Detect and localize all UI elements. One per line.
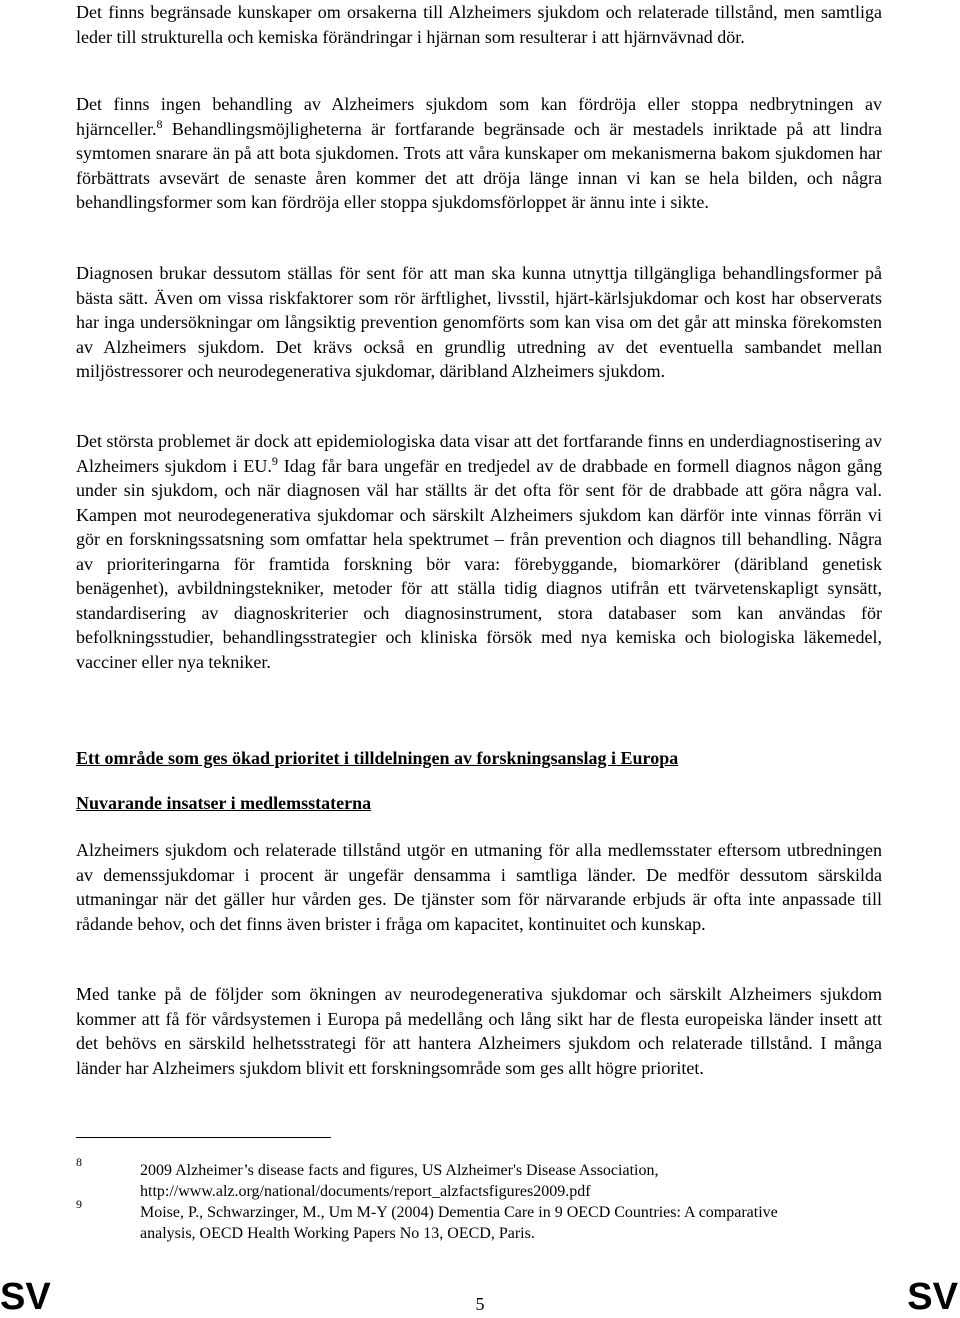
paragraph: Det finns begränsade kunskaper om orsakerna till Alzheimers sjukdom och relaterade tillstånd, men samtliga leder till strukturella och kemiska förändringar i hjärnan som resulterar i att hjärnvävnad dör. [76,2,882,47]
language-code-right: SV [907,1276,958,1318]
footnote-ref[interactable]: 8 [156,116,163,131]
footnote-number: 9 [76,1197,82,1211]
paragraph: Med tanke på de följder som ökningen av neurodegenerativa sjukdomar och särskilt Alzheimers sjukdom kommer att få för vårdsystemen i Europa på medellång och lång sikt har de flesta europeiska länder insett att det behövs en särskild helhetsstrategi för att hantera Alzheimers sjukdom och relaterade tillstånd. I många länder har Alzheimers sjukdom blivit ett forskningsområde som ges allt högre prioritet. [76,984,882,1078]
footnote-number: 8 [76,1155,82,1169]
section-heading: Ett område som ges ökad prioritet i tilldelningen av forskningsanslag i Europa [76,748,679,768]
footnote-separator [76,1137,331,1138]
subsection-heading: Nuvarande insatser i medlemsstaterna [76,793,372,813]
paragraph: Alzheimers sjukdom och relaterade tillstånd utgör en utmaning för alla medlemsstater eftersom utbredningen av demenssjukdomar i procent är ungefär densamma i samtliga länder. De medför dessutom särskilda utmaningar när det gäller hur vården ges. De tjänster som för närvarande erbjuds är ofta inte anpassade till rådande behov, och det finns även brister i fråga om kapacitet, kontinuitet och kunskap. [76,840,882,934]
paragraph: Diagnosen brukar dessutom ställas för sent för att man ska kunna utnyttja tillgängliga behandlingsformer på bästa sätt. Även om vissa riskfaktorer som rör ärftlighet, livsstil, hjärt-kärlsjukdomar och kost har observerats har inga undersökningar om långsiktig prevention genomförts som kan visa om det går att minska förekomsten av Alzheimers sjukdom. Det krävs också en grundlig utredning av det eventuella sambandet mellan miljöstressorer och neurodegenerativa sjukdomar, däribland Alzheimers sjukdom. [76,263,882,381]
footnote-link[interactable]: http://www.alz.org/national/documents/report_alzfactsfigures2009.pdf [140,1183,591,1200]
footnote-ref[interactable]: 9 [271,453,278,468]
language-code-left: SV [0,1276,51,1318]
footnote-text: 2009 Alzheimer’s disease facts and figures, US Alzheimer's Disease Association, http://www.alz.org/national/documents/report_alzfactsfigures2009.pdf [140,1162,659,1200]
paragraph: Det finns ingen behandling av Alzheimers sjukdom som kan fördröja eller stoppa nedbrytningen av hjärnceller.$^8$ Behandlingsmöjligheterna är fortfarande begränsade och är mestadels inriktade på att lindra symtomen snarare än på att bota sjukdomen. Trots att våra kunskaper om mekanismerna bakom sjukdomen har förbättrats avsevärt de senaste åren kommer det att dröja länge innan vi kan se hela bilden, och några behandlingsformer som kan fördröja eller stoppa sjukdomsförloppet är ännu inte i sikte. [76,94,882,212]
footnote-text: Moise, P., Schwarzinger, M., Um M-Y (2004) Dementia Care in 9 OECD Countries: A comparative analysis, OECD Health Working Papers No 13, OECD, Paris. [140,1204,778,1242]
paragraph: Det största problemet är dock att epidemiologiska data visar att det fortfarande finns en underdiagnostisering av Alzheimers sjukdom i EU.$^9$ Idag får bara ungefär en tredjedel av de drabbade en formell diagnos någon gång under sin sjukdom, och när diagnosen väl har ställts är det ofta för sent för de drabbade att göra några val. Kampen mot neurodegenerativa sjukdomar och särskilt Alzheimers sjukdom kan därför inte vinnas förrän vi gör en forskningssatsning som omfattar hela spektrumet – från prevention och diagnos till behandling. Några av prioriteringarna för framtida forskning bör vara: förebyggande, biomarkörer (däribland genetisk benägenhet), avbildningstekniker, metoder för att ställa tidig diagnos utifrån ett tvärvetenskapligt synsätt, standardisering av diagnoskriterier och diagnosinstrument, stora databaser som kan användas för befolkningsstudier, behandlingsstrategier och kliniska försök med nya kemiska och biologiska läkemedel, vacciner eller nya tekniker. [76,431,882,672]
page-number: 5 [475,1294,485,1314]
